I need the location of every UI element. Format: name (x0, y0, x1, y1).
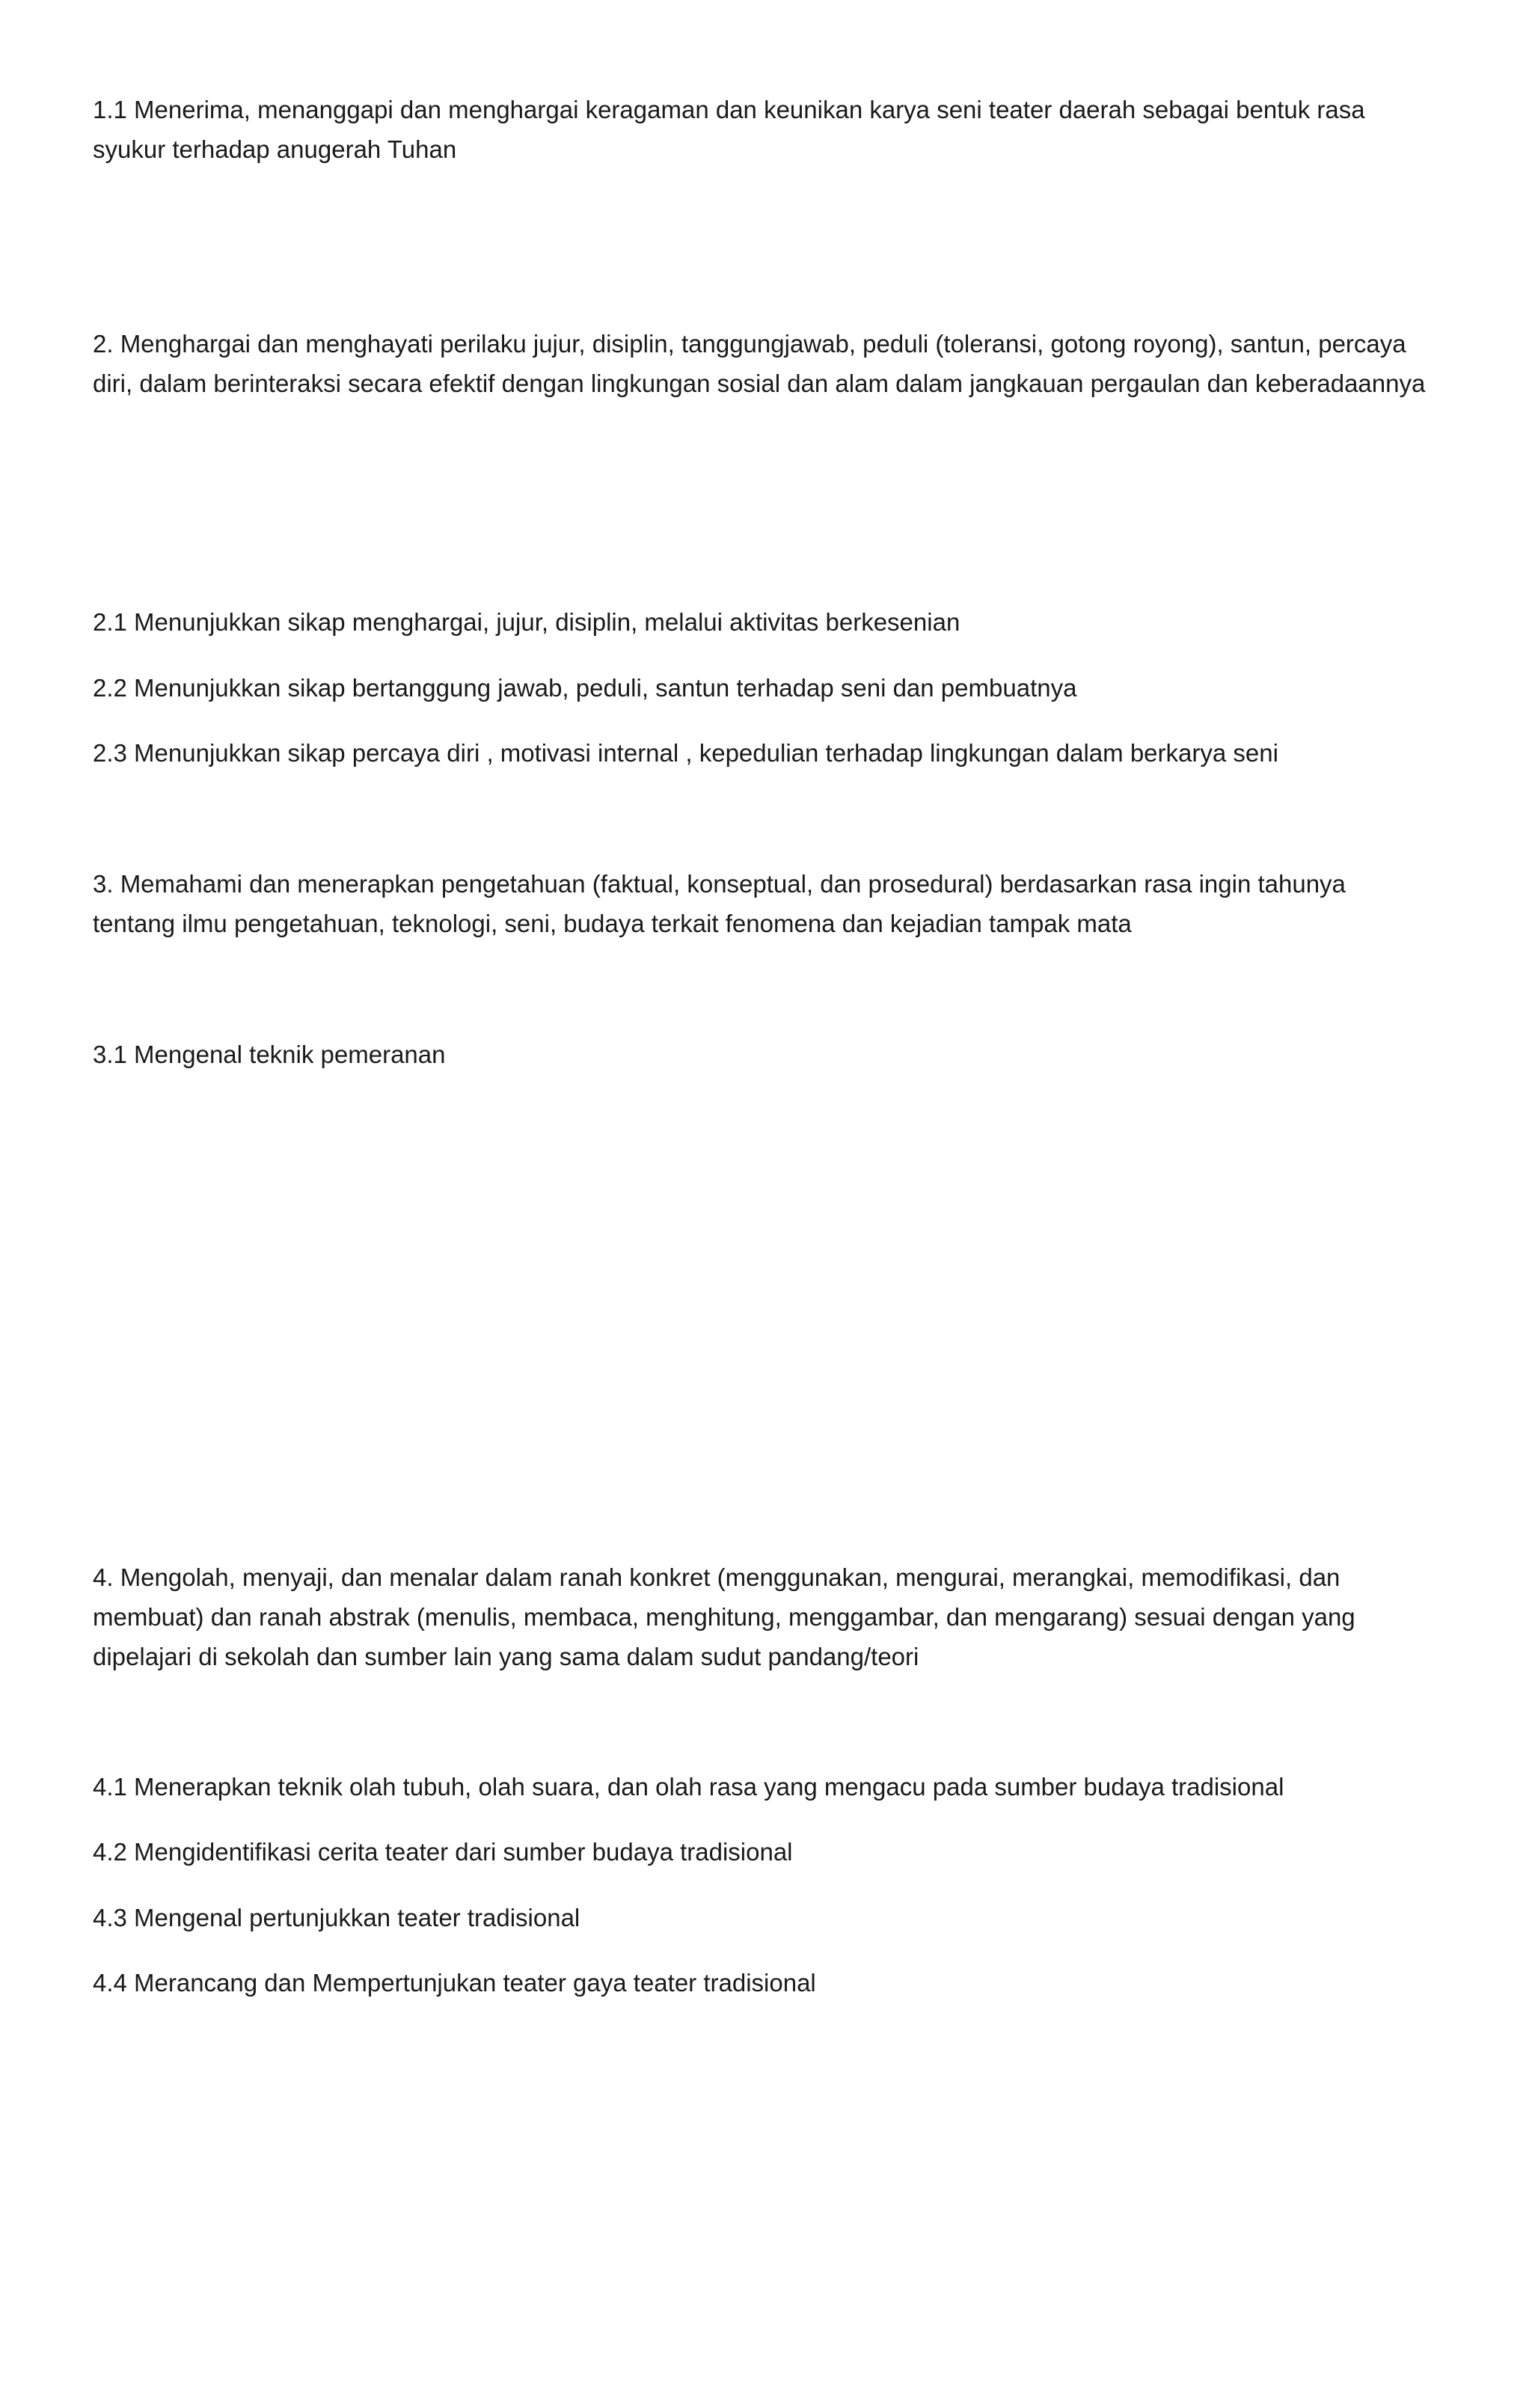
competency-1-1-text: 1.1 Menerima, menanggapi dan menghargai keragaman dan keunikan karya seni teater daerah sebagai bentuk rasa syukur terhadap anugerah Tuhan (93, 96, 1365, 163)
competency-4-4-text: 4.4 Merancang dan Mempertunjukan teater gaya teater tradisional (93, 1969, 816, 1997)
competency-3-1-text: 3.1 Mengenal teknik pemeranan (93, 1041, 446, 1068)
competency-2-3-text: 2.3 Menunjukkan sikap percaya diri , motivasi internal , kepedulian terhadap lingkungan dalam berkarya seni (93, 739, 1278, 767)
core-competency-2-text: 2. Menghargai dan menghayati perilaku jujur, disiplin, tanggungjawab, peduli (toleransi, gotong royong), santun, percaya diri, dalam berinteraksi secara efektif dengan lingkungan sosial dan alam dalam jangkauan pergaulan dan keberadaannya (93, 330, 1426, 397)
core-competency-3-text: 3. Memahami dan menerapkan pengetahuan (faktual, konseptual, dan prosedural) berdasarkan rasa ingin tahunya tentang ilmu pengetahuan, teknologi, seni, budaya terkait fenomena dan kejadian tampak mata (93, 870, 1346, 937)
competency-2-2-text: 2.2 Menunjukkan sikap bertanggung jawab, peduli, santun terhadap seni dan pembuatnya (93, 674, 1077, 702)
competency-4-1-text: 4.1 Menerapkan teknik olah tubuh, olah suara, dan olah rasa yang mengacu pada sumber budaya tradisional (93, 1773, 1284, 1801)
competency-4-2-text: 4.2 Mengidentifikasi cerita teater dari sumber budaya tradisional (93, 1838, 793, 1866)
competency-2-1-text: 2.1 Menunjukkan sikap menghargai, jujur, disiplin, melalui aktivitas berkesenian (93, 608, 960, 636)
competency-4-3-text: 4.3 Mengenal pertunjukkan teater tradisional (93, 1904, 580, 1931)
core-competency-4-text: 4. Mengolah, menyaji, dan menalar dalam ranah konkret (menggunakan, mengurai, merangkai, memodifikasi, dan membuat) dan ranah abstrak (menulis, membaca, menghitung, menggambar, dan mengarang) sesuai dengan yang dipelajari di sekolah dan sumber lain yang sama dalam sudut pandang/teori (93, 1563, 1355, 1670)
